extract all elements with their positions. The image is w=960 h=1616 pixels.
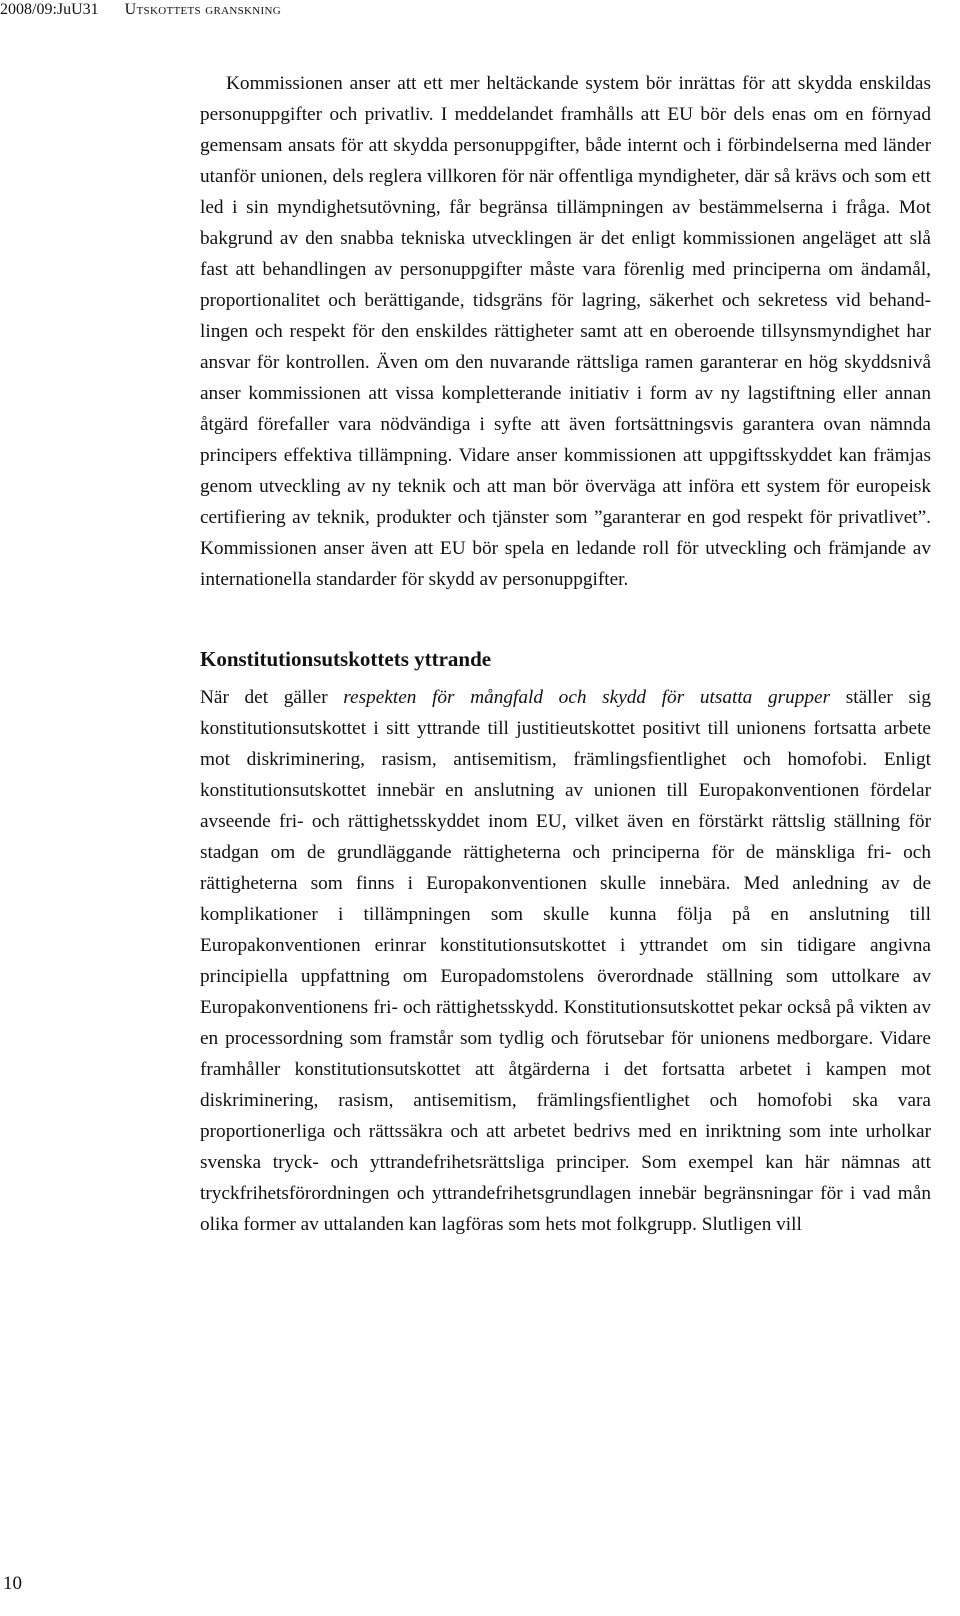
paragraph-lead: När det gäller [200,687,344,708]
paragraph-commission: Kommissionen anser att ett mer heltäckande system bör inrättas för att skydda enskildas personuppgifter och privatliv. I meddelandet framhålls att EU bör dels enas om en förnyad gemensam ansats för att skydda personuppgifter, både internt och i förbindelserna med länder utanför unionen, dels reglera villkoren för när offentliga myndigheter, där så krävs och som ett led i sin myndighetsutövning, får begränsa tillämpningen av bestämmelserna i fråga. Mot bakgrund av den snabba tekniska utvecklingen är det enligt kommissionen angeläget att slå fast att behandlingen av personuppgifter måste vara förenlig med principerna om ändamål, proportionalitet och berättigande, tidsgräns för lagring, säkerhet och sekretess vid behandlingen och respekt för den enskildes rättigheter samt att en oberoende tillsynsmyndighet har ansvar för kontrollen. Även om den nuvarande rättsliga ramen garanterar en hög skyddsnivå anser kommissionen att vissa kompletterande initiativ i form av ny lagstiftning eller annan åtgärd förefaller vara nödvändiga i syfte att även fortsättningsvis garantera ovan nämnda principers effektiva tillämpning. Vidare anser kommissionen att uppgiftsskyddet kan främjas genom utveckling av ny teknik och att man bör överväga att införa ett system för europeisk certifiering av teknik, produkter och tjänster som ”garanterar en god respekt för privatlivet”. Kommissionen anser även att EU bör spela en ledande roll för utveckling och främjande av internationella standarder för skydd av personuppgifter. [200,73,931,590]
running-title: Utskottets granskning [124,1,281,18]
section-heading: Konstitutionsutskottets yttrande [200,647,492,671]
page-number: 10 [3,1573,22,1594]
paragraph-emphasis: respekten för mångfald och skydd för utsatta grupper [343,687,831,708]
page-body [200,68,931,1240]
paragraph-constitution-committee [200,682,931,1240]
paragraph-rest: ställer sig konstitutionsutskottet i sitt yttrande till justitieutskottet positivt till unionens fortsatta arbete mot diskriminering, rasism, antisemitism, främlingsfientlighet och homofobi. Enligt konstitutionsutskottet innebär en anslutning av unionen till Europakonventionen fördelar avseende fri- och rättighetsskyddet inom EU, vilket även en förstärkt rättslig ställning för stadgan om de grundläggande rättigheterna och principerna för de mänskliga fri- och rättigheterna som finns i Europakonventionen skulle innebära. Med anledning av de komplikationer i tillämpningen som skulle kunna följa på en anslutning till Europakonventionen erinrar konstitutionsutskottet i yttrandet om sin tidigare angivna principiella uppfattning om Europadomstolens överordnade ställning som uttolkare av Europakonventionens fri- och rättighetsskydd. Konstitutionsutskottet pekar också på vikten av en processordning som framstår som tydlig och förutsebar för unionens medborgare. Vidare framhåller konstitutionsutskottet att åtgärderna i det fortsatta arbetet i kampen mot diskriminering, rasism, antisemitism, främlingsfientlighet och homofobi ska vara proportionerliga och rättssäkra och att arbetet bedrivs med en inriktning som inte urholkar svenska tryck- och yttrandefrihetsrättsliga principer. Som exempel kan här nämnas att tryckfrihetsförordningen och yttrandefrihetsgrundlagen innebär begränsningar för i vad mån olika former av uttalanden kan lagföras som hets mot folkgrupp. Slutligen vill [200,687,931,1235]
running-header [0,0,281,20]
document-code: 2008/09:JuU31 [0,1,99,18]
